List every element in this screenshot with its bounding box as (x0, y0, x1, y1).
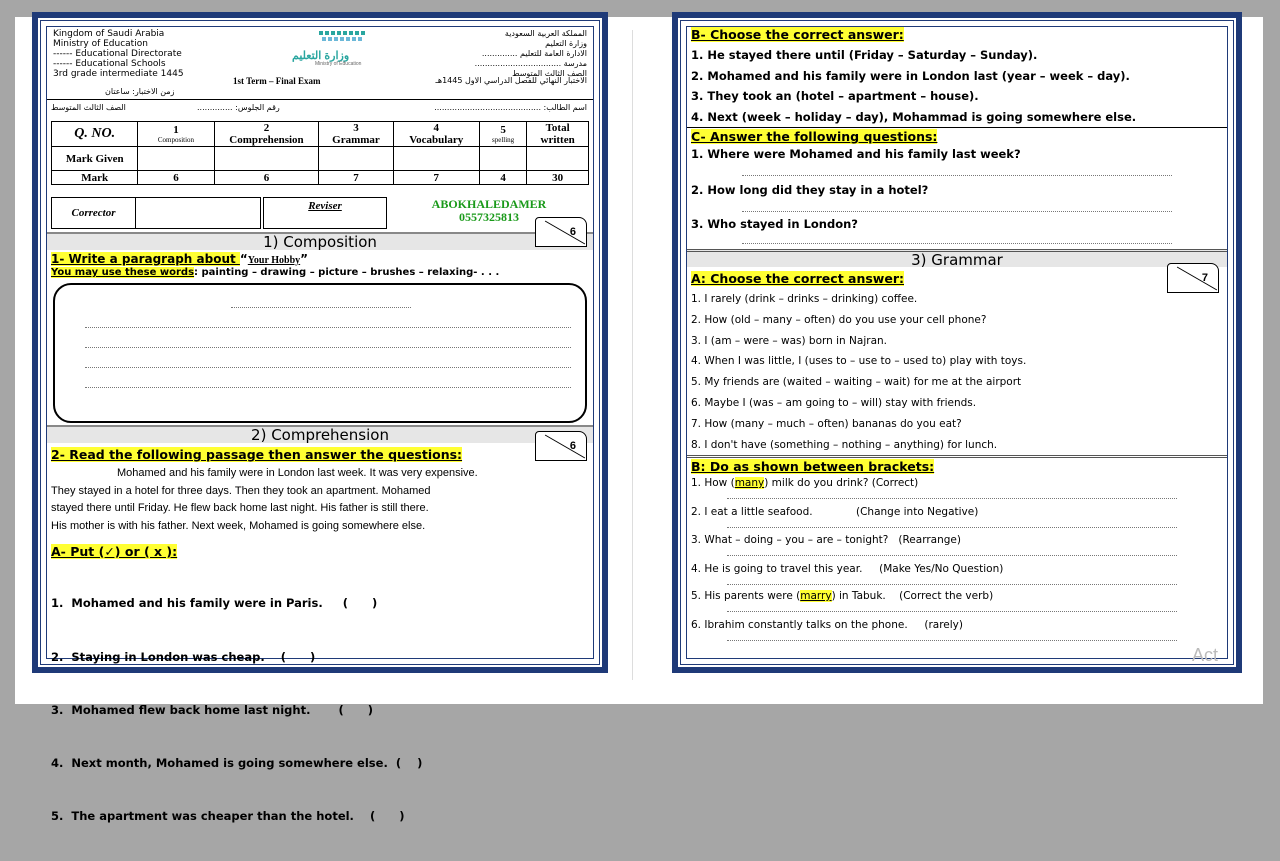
mark-total-value: 30 (527, 171, 589, 185)
choose-answer-title: B- Choose the correct answer: (691, 27, 904, 42)
section-composition-title: 1) Composition (47, 232, 593, 250)
logo-text: وزارة التعليم (292, 50, 350, 62)
composition-hint: You may use these words: painting – drawing – picture – brushes – relaxing- . . . (51, 267, 500, 278)
seat-number-field[interactable]: رقم الجلوس: .............. (197, 103, 280, 112)
score-box-comprehension: 6 (535, 431, 587, 461)
list-item[interactable]: 3. I (am – were – was) born in Najran. (691, 334, 887, 347)
list-item[interactable]: 6. Maybe I (was – am going to – will) stay with friends. (691, 396, 977, 409)
list-item[interactable]: 7. How (many – much – often) bananas do you eat? (691, 417, 962, 430)
list-item[interactable]: 8. I don't have (something – nothing – anything) for lunch. (691, 438, 998, 451)
col-total: Total written (527, 122, 589, 147)
reading-passage: Mohamed and his family were in London last week. It was very expensive. They stayed in a hotel for three days. Then they took an apartment. Mohamed stayed there until Friday. He flew back home last night. His father is still there. His mother is with his father. Next week, Mohamed is going somewhere else. (51, 467, 478, 532)
answer-line[interactable] (727, 640, 1177, 641)
page-inner-border (46, 26, 594, 823)
mark-value: 7 (319, 171, 393, 185)
true-false-title: A- Put (✓) or ( x ): (51, 544, 178, 559)
list-item[interactable]: 3. They took an (hotel – apartment – house). (691, 89, 979, 103)
marks-table: Q. NO. 1 Composition 2 Comprehension 3 Grammar 4 Vocabulary 5 spelling Total written Mark Given Mark 6 6 7 7 4 30 (51, 121, 589, 185)
col-spelling: spelling (491, 136, 515, 144)
qno-header: Q. NO. (52, 122, 138, 147)
col-grammar: Grammar (332, 134, 380, 146)
divider (687, 455, 1227, 458)
mark-value: 6 (214, 171, 319, 185)
mark-label: Mark (52, 171, 138, 185)
exam-title-en: 1st Term – Final Exam (233, 76, 321, 86)
composition-question: 1- Write a paragraph about “Your Hobby” (51, 252, 309, 266)
exam-page-right (672, 12, 1242, 673)
list-item[interactable]: 5. His parents were (marry) in Tabuk. (Correct the verb) (691, 590, 994, 602)
exam-title-ar: الاختبار النهائي للفصل الدراسي الاول 1445هـ (435, 76, 587, 85)
stamp: ABOKHALEDAMER 0557325813 (389, 197, 589, 229)
ministry-logo-icon (315, 29, 375, 47)
list-item[interactable]: 4. Next (week – holiday – day), Mohammad is going somewhere else. (691, 109, 1137, 124)
mark-value: 7 (393, 171, 479, 185)
page-divider (632, 30, 633, 680)
list-item[interactable]: 5. The apartment was cheaper than the hotel. ( ) (51, 808, 405, 823)
list-item[interactable]: 4. When I was little, I (uses to – use to – used to) play with toys. (691, 355, 1027, 368)
reviser-label: Reviser (308, 200, 342, 212)
reviser-box (263, 197, 387, 229)
logo-subtext: Ministry of Education (315, 61, 362, 67)
exam-time: زمن الاختبار: ساعتان (105, 87, 175, 96)
header-divider (47, 99, 593, 100)
grammar-choose-list (691, 289, 1026, 455)
list-item[interactable]: 4. He is going to travel this year. (Make Yes/No Question) (691, 563, 1004, 575)
list-item: 3. Who stayed in London? (691, 217, 858, 231)
answer-line[interactable] (742, 175, 1172, 176)
do-as-shown-title: B: Do as shown between brackets: (691, 459, 935, 474)
student-name-field[interactable]: اسم الطالب: .......................................... (434, 103, 587, 112)
list-item[interactable]: 2. I eat a little seafood. (Change into Negative) (691, 506, 979, 518)
list-item[interactable]: 4. Next month, Mohamed is going somewhere else. ( ) (51, 755, 423, 770)
class-label: الصف الثالث المتوسط (51, 103, 126, 112)
list-item[interactable]: 2. How (old – many – often) do you use your cell phone? (691, 313, 987, 326)
answer-line[interactable] (727, 611, 1177, 612)
mark-given-cell[interactable] (393, 147, 479, 171)
list-item: 1. Where were Mohamed and his family last week? (691, 147, 1021, 161)
answer-line[interactable] (742, 243, 1172, 244)
mark-given-cell[interactable] (319, 147, 393, 171)
answer-line[interactable] (742, 211, 1172, 212)
answer-questions-title: C- Answer the following questions: (691, 129, 938, 144)
list-item: 2. How long did they stay in a hotel? (691, 183, 929, 197)
answer-line[interactable] (727, 584, 1177, 585)
list-item[interactable]: 1. I rarely (drink – drinks – drinking) coffee. (691, 293, 918, 305)
header-right: المملكة العربية السعودية وزارة التعليم الادارة العامة للتعليم .............. مدرسة .................................. الصف الثالث المتوسط (474, 29, 587, 78)
mark-given-cell[interactable] (214, 147, 319, 171)
mark-given-cell[interactable] (527, 147, 589, 171)
activation-watermark: Act (1192, 645, 1219, 665)
mark-given-label: Mark Given (52, 147, 138, 171)
page-inner-border (686, 26, 1228, 659)
composition-answer-box[interactable] (53, 283, 587, 423)
list-item[interactable]: 5. My friends are (waited – waiting – wait) for me at the airport (691, 376, 1022, 389)
mark-value: 6 (138, 171, 214, 185)
list-item[interactable]: 3. Mohamed flew back home last night. ( ) (51, 702, 373, 717)
list-item[interactable]: 2. Mohamed and his family were in London last (year – week – day). (691, 68, 1130, 83)
mark-given-cell[interactable] (479, 147, 526, 171)
list-item[interactable]: 6. Ibrahim constantly talks on the phone. (rarely) (691, 619, 963, 631)
corrector-box (51, 197, 261, 229)
grammar-choose-title: A: Choose the correct answer: (691, 271, 904, 286)
list-item[interactable]: 1. He stayed there until (Friday – Saturday – Sunday). (691, 48, 1038, 62)
list-item[interactable]: 3. What – doing – you – are – tonight? (Rearrange) (691, 534, 961, 546)
exam-page-left (32, 12, 608, 823)
divider (687, 127, 1227, 128)
score-box-composition: 6 (535, 217, 587, 247)
mark-given-cell[interactable] (138, 147, 214, 171)
comprehension-question: 2- Read the following passage then answer the questions: (51, 447, 463, 462)
answer-line[interactable] (727, 527, 1177, 528)
col-vocabulary: Vocabulary (409, 134, 464, 146)
score-box-grammar: 7 (1167, 263, 1219, 293)
answer-line[interactable] (727, 555, 1177, 556)
true-false-list (51, 560, 422, 861)
header-left: Kingdom of Saudi Arabia Ministry of Education ------ Educational Directorate ------ Educational Schools 3rd grade intermediate 1445 (53, 29, 184, 79)
section-grammar-title: 3) Grammar (687, 249, 1227, 267)
list-item[interactable]: 1. How (many) milk do you drink? (Correct) (691, 477, 919, 489)
list-item[interactable]: 1. Mohamed and his family were in Paris. ( ) (51, 596, 378, 611)
section-comprehension-title: 2) Comprehension (47, 425, 593, 443)
col-composition: Composition (157, 136, 195, 144)
mark-value: 4 (479, 171, 526, 185)
answer-line[interactable] (727, 498, 1177, 499)
list-item[interactable]: 2. Staying in London was cheap. ( ) (51, 649, 316, 664)
corrector-label: Corrector (52, 198, 136, 228)
choose-answer-list (691, 45, 1136, 127)
col-comprehension: Comprehension (229, 134, 304, 146)
